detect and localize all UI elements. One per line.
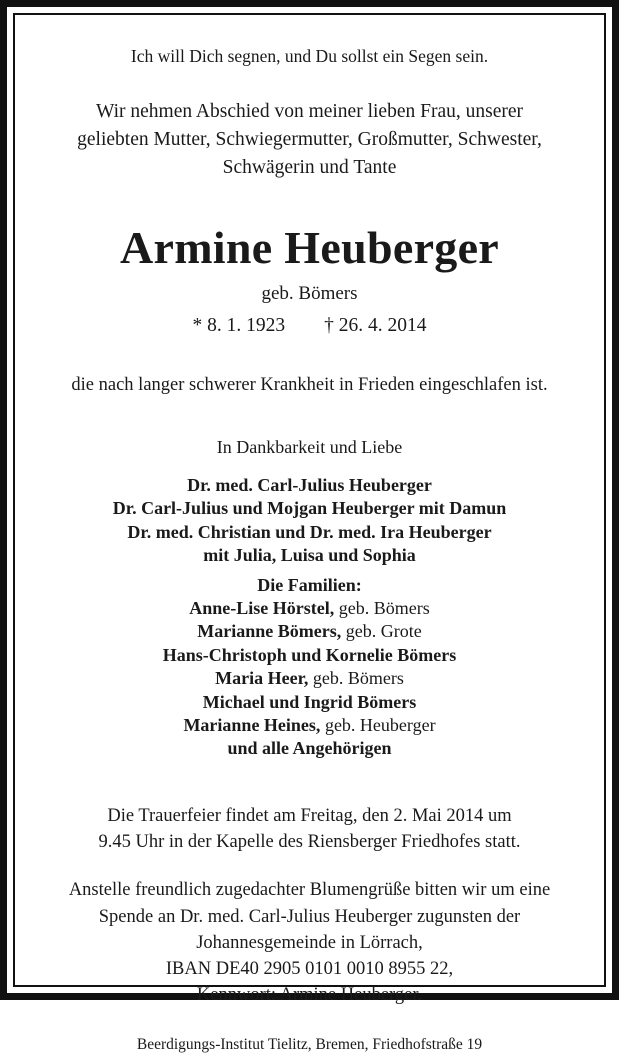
family-name-line: [113, 691, 507, 714]
family-name-line: [113, 544, 507, 567]
donation-details: [69, 877, 550, 1008]
family-name-bold: Marianne Bömers,: [197, 621, 342, 642]
immediate-family-list: [113, 474, 507, 568]
gratitude-text: In Dankbarkeit und Liebe: [216, 436, 403, 457]
family-name-bold: mit Julia, Luisa und Sophia: [203, 545, 416, 566]
notice-content: [31, 19, 588, 1053]
ceremony-details: [99, 803, 521, 856]
donation-line-1: Anstelle freundlich zugedachter Blumengrüße bitten wir um eine: [68, 880, 551, 901]
family-name-bold: Dr. med. Carl-Julius Heuberger: [187, 475, 432, 496]
family-name-line: [113, 620, 507, 643]
family-name-bold: Maria Heer,: [215, 668, 309, 689]
family-name-line: [113, 667, 507, 690]
family-name-suffix: geb. Bömers: [334, 597, 430, 618]
donation-reference: Kennwort: Armine Heuberger.: [196, 985, 423, 1006]
donation-line-2: Spende an Dr. med. Carl-Julius Heuberger zugunsten der: [98, 906, 521, 927]
donation-line-3: Johannesgemeinde in Lörrach,: [196, 932, 423, 953]
funeral-home-footer: Beerdigungs-Institut Tielitz, Bremen, Friedhofstraße 19: [136, 1035, 483, 1053]
family-name-bold: Dr. med. Christian und Dr. med. Ira Heuberger: [127, 521, 492, 542]
mourners-list: [113, 474, 507, 761]
families-heading: Die Familien:: [257, 574, 362, 595]
family-name-suffix: geb. Grote: [341, 621, 422, 642]
maiden-name: geb. Bömers: [261, 282, 358, 304]
family-name-bold: Dr. Carl-Julius und Mojgan Heuberger mit Damun: [112, 498, 507, 519]
passing-text: die nach langer schwerer Krankheit in Frieden eingeschlafen ist.: [71, 374, 548, 395]
family-name-line: [113, 497, 507, 520]
family-name-bold: Michael und Ingrid Bömers: [202, 691, 417, 712]
family-name-bold: Marianne Heines,: [183, 714, 321, 735]
family-name-line: [113, 714, 507, 737]
ceremony-line-2: 9.45 Uhr in der Kapelle des Riensberger Friedhofes statt.: [98, 831, 521, 852]
announcement-line-1: Wir nehmen Abschied von meiner lieben Frau, unserer: [95, 100, 523, 122]
family-name-line: [113, 597, 507, 620]
extended-family-list: [113, 597, 507, 761]
family-name-line: [113, 737, 507, 760]
family-name-suffix: geb. Heuberger: [320, 714, 436, 735]
family-name-line: [113, 474, 507, 497]
announcement-line-3: Schwägerin und Tante: [222, 157, 397, 179]
epigraph-text: Ich will Dich segnen, und Du sollst ein Segen sein.: [130, 46, 489, 66]
family-name-bold: Anne-Lise Hörstel,: [189, 597, 335, 618]
family-name-suffix: geb. Bömers: [308, 668, 404, 689]
deceased-name: Armine Heuberger: [119, 222, 500, 274]
announcement-text: [77, 98, 542, 183]
life-dates: * 8. 1. 1923 † 26. 4. 2014: [192, 315, 427, 337]
donation-iban: IBAN DE40 2905 0101 0010 8955 22,: [165, 959, 454, 980]
family-name-line: [113, 644, 507, 667]
announcement-line-2: geliebten Mutter, Schwiegermutter, Großmutter, Schwester,: [77, 128, 542, 150]
family-name-bold: und alle Angehörigen: [227, 738, 392, 759]
ceremony-line-1: Die Trauerfeier findet am Freitag, den 2. Mai 2014 um: [107, 805, 512, 826]
family-name-bold: Hans-Christoph und Kornelie Bömers: [162, 644, 457, 665]
family-name-line: [113, 521, 507, 544]
